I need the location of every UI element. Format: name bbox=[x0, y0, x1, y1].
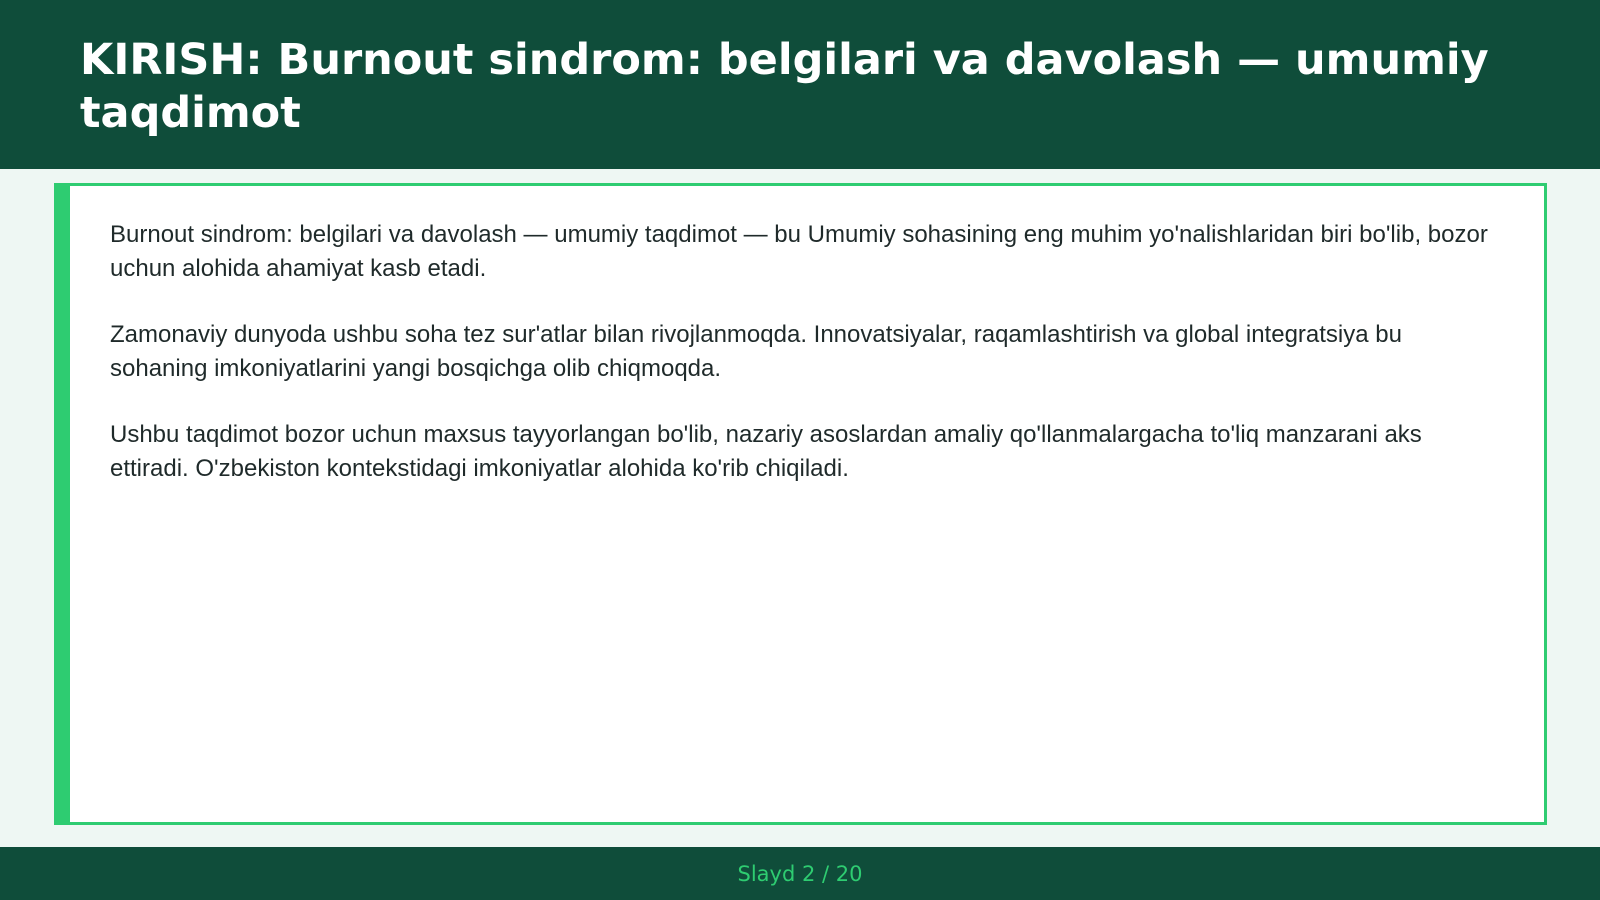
slide-number: Slayd 2 / 20 bbox=[737, 861, 863, 886]
slide-header bbox=[0, 0, 1600, 169]
slide-footer bbox=[0, 847, 1600, 900]
content-paragraph-2: Zamonaviy dunyoda ushbu soha tez sur'atlar bilan rivojlanmoqda. Innovatsiyalar, raqamlashtirish va global integratsiya bu sohaning imkoniyatlarini yangi bosqichga olib chiqmoqda. bbox=[110, 321, 1402, 382]
content-paragraph-1: Burnout sindrom: belgilari va davolash — umumiy taqdimot — bu Umumiy sohasining eng muhim yo'nalishlaridan biri bo'lib, bozor uchun alohida ahamiyat kasb etadi. bbox=[110, 221, 1488, 282]
slide-title: KIRISH: Burnout sindrom: belgilari va davolash — umumiy taqdimot bbox=[80, 35, 1489, 138]
content-paragraph-3: Ushbu taqdimot bozor uchun maxsus tayyorlangan bo'lib, nazariy asoslardan amaliy qo'llanmalargacha to'liq manzarani aks ettiradi. O'zbekiston kontekstidagi imkoniyatlar alohida ko'rib chiqiladi. bbox=[110, 421, 1422, 482]
content-card bbox=[54, 183, 1547, 825]
